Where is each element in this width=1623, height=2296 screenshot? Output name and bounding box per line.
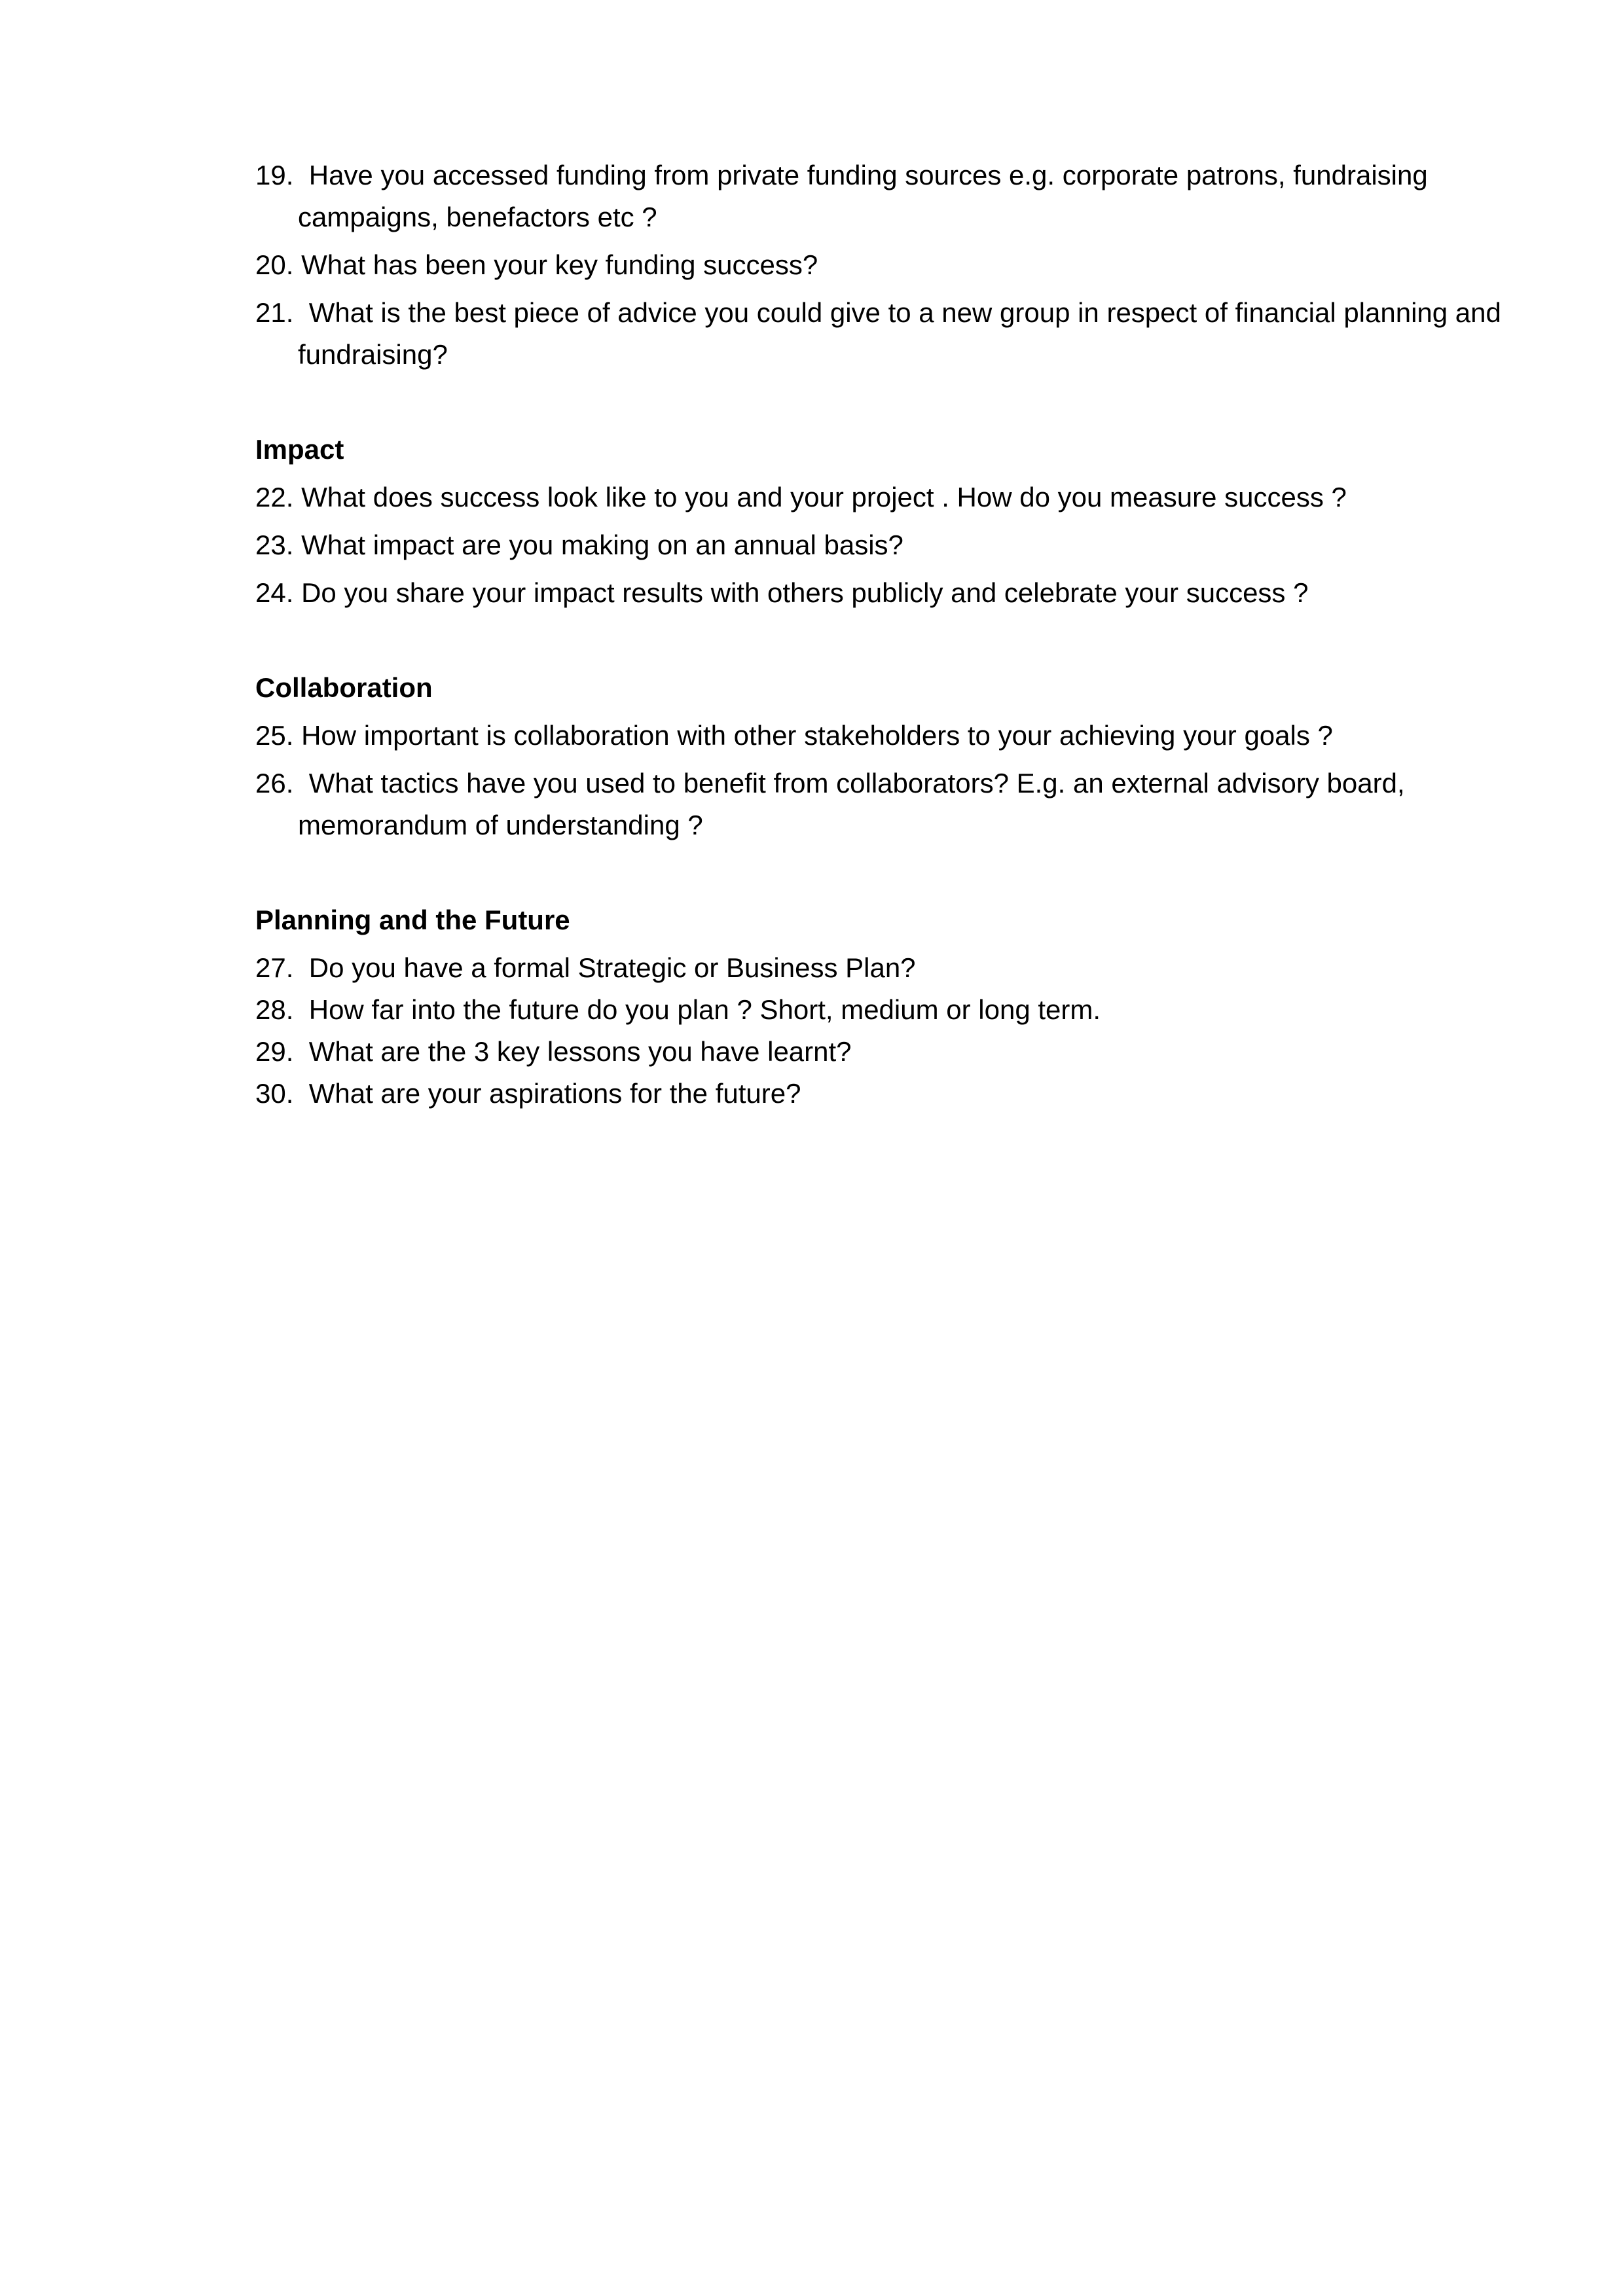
impact-section [255,429,1532,614]
question-25 [255,715,1532,757]
question-number: 30. [255,1078,294,1109]
question-number: 29. [255,1036,294,1067]
question-24 [255,572,1532,614]
question-number: 23. [255,529,294,560]
section-spacer [255,852,1532,899]
question-number: 25. [255,720,294,751]
questionnaire-content [255,154,1532,1115]
question-number: 21. [255,297,294,328]
question-number: 22. [255,482,294,512]
planning-section [255,899,1532,1115]
question-number: 27. [255,952,294,983]
question-26 [255,762,1532,846]
question-text: What does success look like to you and your project . How do you measure success ? [301,482,1347,512]
question-text: Do you share your impact results with others publicly and celebrate your success ? [301,577,1309,608]
question-20 [255,244,1532,286]
question-number: 26. [255,768,294,798]
question-text: What are the 3 key lessons you have learnt? [308,1036,852,1067]
question-number: 24. [255,577,294,608]
question-28 [255,989,1532,1031]
section-spacer [255,620,1532,667]
question-text: Do you have a formal Strategic or Business Plan? [308,952,916,983]
question-22 [255,476,1532,518]
question-text: What impact are you making on an annual basis? [301,529,903,560]
question-29 [255,1031,1532,1073]
collaboration-section [255,667,1532,846]
question-number: 20. [255,249,294,280]
question-number: 28. [255,994,294,1025]
section-spacer [255,382,1532,429]
question-text: What are your aspirations for the future? [308,1078,801,1109]
question-30 [255,1073,1532,1115]
section-heading-collaboration: Collaboration [255,672,433,703]
question-text: How far into the future do you plan ? Short, medium or long term. [308,994,1101,1025]
question-text: Have you accessed funding from private funding sources e.g. corporate patrons, fundraising campaigns, benefactors etc ? [298,160,1428,232]
funding-section [255,154,1532,376]
section-heading-planning: Planning and the Future [255,905,570,935]
question-19 [255,154,1532,238]
question-text: What tactics have you used to benefit from collaborators? E.g. an external advisory board, memorandum of understanding ? [298,768,1405,840]
section-heading-impact: Impact [255,434,344,465]
question-text: How important is collaboration with other stakeholders to your achieving your goals ? [301,720,1333,751]
question-text: What is the best piece of advice you could give to a new group in respect of financial planning and fundraising? [298,297,1501,370]
question-number: 19. [255,160,294,190]
question-23 [255,524,1532,566]
question-27 [255,947,1532,989]
question-text: What has been your key funding success? [301,249,818,280]
question-21 [255,292,1532,376]
